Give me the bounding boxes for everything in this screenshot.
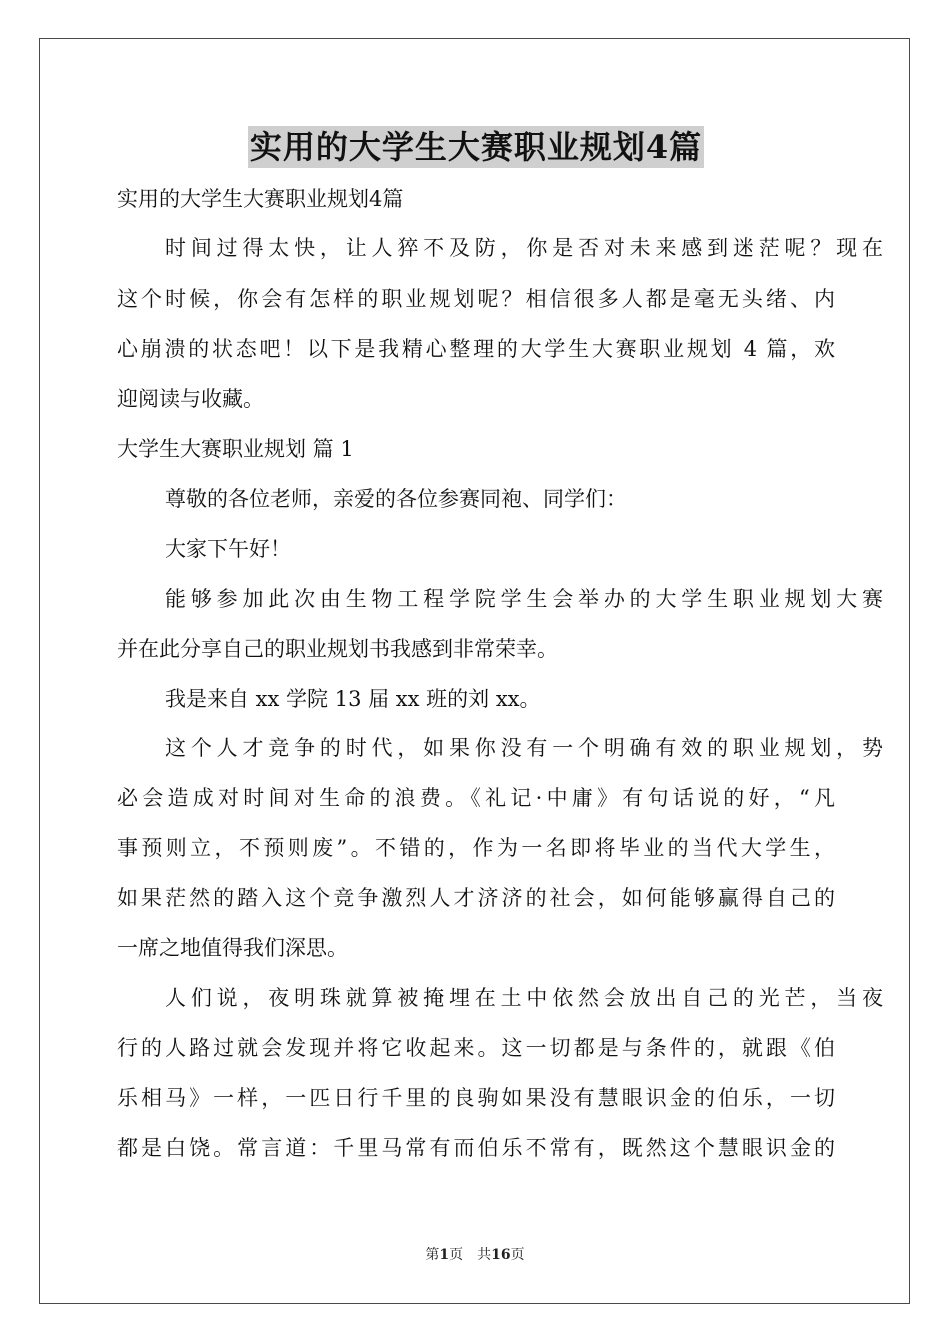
paragraph-line: 我是来自 xx 学院 13 届 xx 班的刘 xx。 (165, 687, 541, 711)
paragraph-line: 迎阅读与收藏。 (117, 387, 264, 411)
paragraph-line: 大家下午好！ (165, 537, 291, 561)
paragraph-line: 如果茫然的踏入这个竞争激烈人才济济的社会，如何能够赢得自己的 (117, 886, 835, 910)
paragraph-line: 事预则立，不预则废”。不错的，作为一名即将毕业的当代大学生， (117, 836, 835, 860)
paragraph-line: 都是白饶。常言道：千里马常有而伯乐不常有，既然这个慧眼识金的 (117, 1136, 835, 1160)
paragraph-line: 这个时候，你会有怎样的职业规划呢？相信很多人都是毫无头绪、内 (117, 287, 835, 311)
paragraph-line: 人们说，夜明珠就算被掩埋在土中依然会放出自己的光芒，当夜 (165, 986, 883, 1010)
document-title: 实用的大学生大赛职业规划4篇 (249, 128, 703, 166)
page-number: 1 (439, 1247, 450, 1263)
page-footer (0, 1244, 950, 1264)
paragraph-line: 行的人路过就会发现并将它收起来。这一切都是与条件的，就跟《伯 (117, 1036, 835, 1060)
paragraph-line: 并在此分享自己的职业规划书我感到非常荣幸。 (117, 637, 558, 661)
paragraph-line: 必会造成对时间对生命的浪费。《礼记·中庸》有句话说的好，“凡 (117, 786, 835, 810)
paragraph-line: 尊敬的各位老师，亲爱的各位参赛同袍、同学们： (165, 487, 627, 511)
page-border (39, 38, 910, 1304)
subtitle: 实用的大学生大赛职业规划4篇 (117, 187, 404, 211)
total-suffix: 页 (510, 1247, 525, 1263)
paragraph-line: 这个人才竞争的时代，如果你没有一个明确有效的职业规划，势 (165, 736, 883, 760)
page-prefix: 第 (425, 1247, 440, 1263)
paragraph-line: 乐相马》一样，一匹日行千里的良驹如果没有慧眼识金的伯乐，一切 (117, 1086, 835, 1110)
paragraph-line: 心崩溃的状态吧！以下是我精心整理的大学生大赛职业规划 4 篇，欢 (117, 337, 835, 361)
title-wrap (117, 126, 835, 168)
section-heading: 大学生大赛职业规划 篇 1 (117, 437, 354, 461)
total-pages: 16 (491, 1247, 511, 1263)
total-prefix: 共 (477, 1247, 492, 1263)
paragraph-line: 能够参加此次由生物工程学院学生会举办的大学生职业规划大赛 (165, 587, 883, 611)
paragraph-line: 一席之地值得我们深思。 (117, 936, 348, 960)
paragraph-line: 时间过得太快，让人猝不及防，你是否对未来感到迷茫呢？现在 (165, 236, 883, 260)
page-suffix: 页 (449, 1247, 464, 1263)
